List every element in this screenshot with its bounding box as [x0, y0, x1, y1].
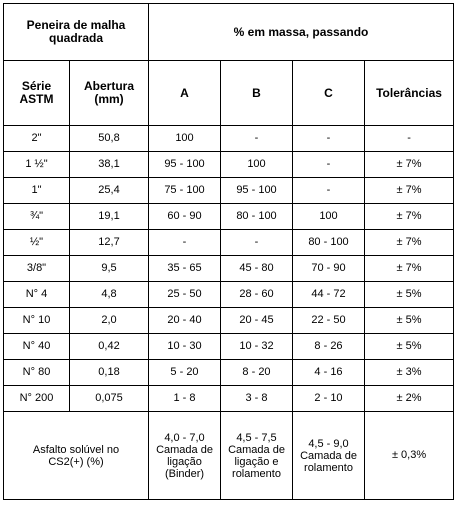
asphalt-row: [4, 412, 454, 500]
b-cell: 3 - 8: [221, 386, 293, 412]
c-cell: 2 - 10: [293, 386, 365, 412]
sieve-group-header: Peneira de malha quadrada: [4, 4, 149, 61]
series-cell: 2": [4, 126, 70, 152]
opening-cell: 50,8: [70, 126, 149, 152]
tolerance-cell: ± 5%: [365, 282, 454, 308]
table-row: [4, 282, 454, 308]
series-cell: N° 10: [4, 308, 70, 334]
table-row: [4, 178, 454, 204]
tolerance-cell: ± 3%: [365, 360, 454, 386]
a-cell: -: [149, 230, 221, 256]
series-cell: 1 ½": [4, 152, 70, 178]
c-cell: 22 - 50: [293, 308, 365, 334]
b-cell: 20 - 45: [221, 308, 293, 334]
series-cell: ¾": [4, 204, 70, 230]
series-cell: N° 80: [4, 360, 70, 386]
opening-cell: 12,7: [70, 230, 149, 256]
tolerance-cell: -: [365, 126, 454, 152]
a-cell: 10 - 30: [149, 334, 221, 360]
table-row: [4, 230, 454, 256]
b-cell: 95 - 100: [221, 178, 293, 204]
c-cell: 8 - 26: [293, 334, 365, 360]
gradation-table: [3, 3, 454, 500]
asphalt-c-cell: 4,5 - 9,0 Camada de rolamento: [293, 412, 365, 500]
b-cell: -: [221, 230, 293, 256]
tolerance-cell: ± 7%: [365, 230, 454, 256]
asphalt-label: Asfalto solúvel no CS2(+) (%): [4, 412, 149, 500]
opening-cell: 25,4: [70, 178, 149, 204]
table-row: [4, 256, 454, 282]
b-cell: 100: [221, 152, 293, 178]
tolerance-cell: ± 5%: [365, 334, 454, 360]
col-a-header: A: [149, 61, 221, 126]
b-cell: 80 - 100: [221, 204, 293, 230]
table-row: [4, 386, 454, 412]
tolerance-cell: ± 7%: [365, 152, 454, 178]
a-cell: 35 - 65: [149, 256, 221, 282]
a-cell: 20 - 40: [149, 308, 221, 334]
opening-cell: 9,5: [70, 256, 149, 282]
series-cell: 1": [4, 178, 70, 204]
opening-cell: 4,8: [70, 282, 149, 308]
col-b-header: B: [221, 61, 293, 126]
b-cell: 45 - 80: [221, 256, 293, 282]
b-cell: -: [221, 126, 293, 152]
tolerance-cell: ± 7%: [365, 204, 454, 230]
mass-group-header: % em massa, passando: [149, 4, 454, 61]
a-cell: 100: [149, 126, 221, 152]
series-cell: N° 200: [4, 386, 70, 412]
b-cell: 10 - 32: [221, 334, 293, 360]
col-c-header: C: [293, 61, 365, 126]
tolerance-cell: ± 5%: [365, 308, 454, 334]
series-cell: ½": [4, 230, 70, 256]
opening-cell: 38,1: [70, 152, 149, 178]
a-cell: 75 - 100: [149, 178, 221, 204]
c-cell: 4 - 16: [293, 360, 365, 386]
a-cell: 1 - 8: [149, 386, 221, 412]
table-row: [4, 360, 454, 386]
table-row: [4, 204, 454, 230]
opening-cell: 19,1: [70, 204, 149, 230]
series-cell: N° 40: [4, 334, 70, 360]
opening-header: Abertura (mm): [70, 61, 149, 126]
a-cell: 25 - 50: [149, 282, 221, 308]
c-cell: 70 - 90: [293, 256, 365, 282]
a-cell: 60 - 90: [149, 204, 221, 230]
c-cell: -: [293, 178, 365, 204]
asphalt-tolerance-cell: ± 0,3%: [365, 412, 454, 500]
tolerance-cell: ± 2%: [365, 386, 454, 412]
c-cell: 44 - 72: [293, 282, 365, 308]
series-cell: 3/8": [4, 256, 70, 282]
series-header: Série ASTM: [4, 61, 70, 126]
table-row: [4, 152, 454, 178]
opening-cell: 0,075: [70, 386, 149, 412]
opening-cell: 0,42: [70, 334, 149, 360]
b-cell: 8 - 20: [221, 360, 293, 386]
opening-cell: 0,18: [70, 360, 149, 386]
tolerance-cell: ± 7%: [365, 178, 454, 204]
table-row: [4, 126, 454, 152]
a-cell: 95 - 100: [149, 152, 221, 178]
table-row: [4, 308, 454, 334]
asphalt-b-cell: 4,5 - 7,5 Camada de ligação e rolamento: [221, 412, 293, 500]
c-cell: 80 - 100: [293, 230, 365, 256]
series-cell: N° 4: [4, 282, 70, 308]
tolerance-header: Tolerâncias: [365, 61, 454, 126]
tolerance-cell: ± 7%: [365, 256, 454, 282]
b-cell: 28 - 60: [221, 282, 293, 308]
c-cell: -: [293, 152, 365, 178]
c-cell: -: [293, 126, 365, 152]
opening-cell: 2,0: [70, 308, 149, 334]
c-cell: 100: [293, 204, 365, 230]
table-row: [4, 334, 454, 360]
asphalt-a-cell: 4,0 - 7,0 Camada de ligação (Binder): [149, 412, 221, 500]
a-cell: 5 - 20: [149, 360, 221, 386]
